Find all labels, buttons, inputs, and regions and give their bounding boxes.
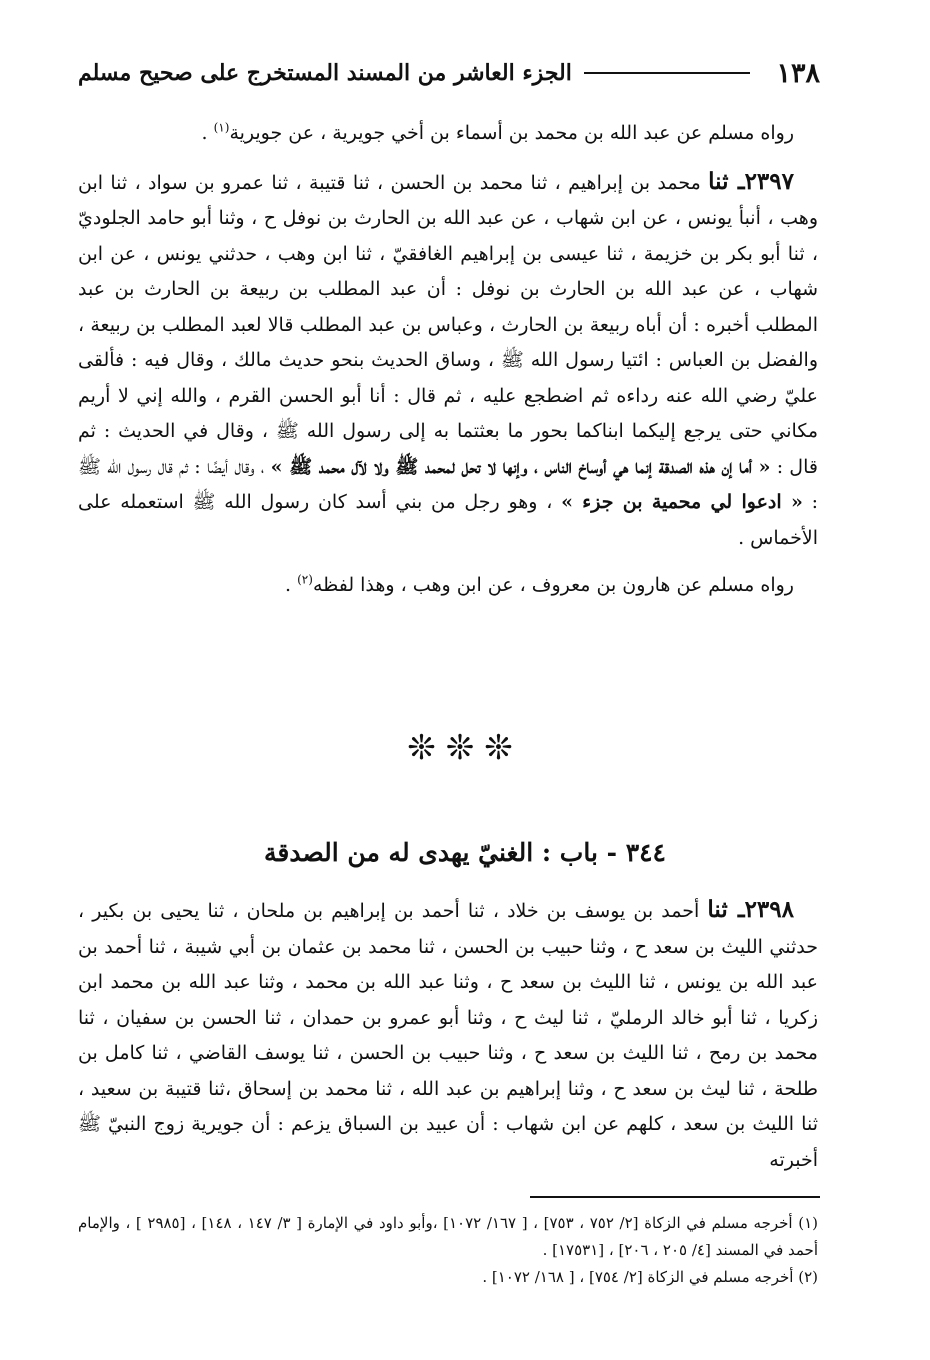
footnote-ref-2: (٢) [297,572,313,587]
outro-end: . [285,574,298,596]
hadith-text: أحمد بن يوسف بن خلاد ، ثنا أحمد بن إبراهيم بن ملحان ، ثنا يحيى بن بكير ، حدثني الليث بن سعد ح ، وثنا حبيب بن الحسن ، ثنا محمد بن عثمان بن أبي شيبة ، ثنا أحمد بن عبد الله بن يونس ، ثنا الليث بن سعد ح ، وثنا عبد الله بن محمد ، وثنا عبد الله بن محمد ابن زكريا ، ثنا أبو خالد الرمليّ ، ثنا ليث ح ، وثنا أبو عمرو بن حمدان ، ثنا الحسن بن سفيان ، ثنا محمد بن رمح ، ثنا الليث بن سعد ح ، وثنا حبيب بن الحسن ، ثنا يوسف القاضي ، ثنا كامل بن طلحة ، ثنا ليث بن سعد ح ، وثنا إبراهيم بن عبد الله ، ثنا محمد بن إسحاق ،ثنا قتيبة بن سعيد ، ثنا الليث بن سعد ، كلهم عن ابن شهاب : أن عبيد بن السباق يزعم : أن جويرية زوج النبيّ ﷺ أخبرته [78,900,818,1171]
running-title: الجزء العاشر من المسند المستخرج على صحيح مسلم [78,60,572,86]
footnote-ref-1: (١) [213,120,230,135]
chapter-title: ٣٤٤ - باب : الغنيّ يهدى له من الصدقة [264,838,666,867]
outro-text: رواه مسلم عن هارون بن معروف ، عن ابن وهب ، وهذا لفظه [312,574,794,596]
outro-line [78,568,818,604]
footnote-2: (٢) أخرجه مسلم في الزكاة [٢/ ٧٥٤] ، [ ١٦٨/ ١٠٧٢] . [482,1268,818,1286]
intro-end: . [201,122,214,144]
hadith-number: ٢٣٩٨ـ ثنا [707,896,794,923]
hadith-text-c: ، وهو رجل من بني أسد كان رسول الله ﷺ استعمله على الأخماس . [78,491,818,549]
page-header [78,50,820,96]
hadith-text-b: ، وقال أيضًا : ثم قال رسول الله ﷺ : [78,455,818,513]
prophetic-quote-1: « أما إن هذه الصدقة إنما هي أوساخ الناس ، وإنها لا تحل لمحمد ﷺ ولا لآل محمد ﷺ » [270,455,771,478]
hadith-2398 [78,892,818,1178]
section-ornament: ❊❊❊ [407,728,523,768]
section-1 [78,116,818,604]
hadith-text-a: محمد بن إبراهيم ، ثنا محمد بن الحسن ، ثنا قتيبة ، ثنا عمرو بن سواد ، ثنا ابن وهب ، أنبأ يونس ، عن ابن شهاب ، عن عبد الله بن الحارث بن نوفل ح ، وثنا أبو حامد الجلوديّ ، ثنا أبو بكر بن خزيمة ، ثنا عيسى بن إبراهيم الغافقيّ ، ثنا ابن وهب ، حدثني يونس ، عن ابن شهاب ، عن عبد الله بن الحارث بن نوفل : أن عبد المطلب بن ربيعة بن الحارث بن عبد المطلب أخبره : أن أباه ربيعة بن الحارث ، وعباس بن عبد المطلب قالا لعبد المطلب بن ربيعة ، والفضل بن العباس : ائتيا رسول الله ﷺ ، وساق الحديث بنحو حديث مالك ، وقال فيه : فألقى عليّ رضي الله عنه رداءه ثم اضطجع عليه ، ثم قال : أنا أبو الحسن القرم ، والله إني لا أريم مكاني حتى يرجع إليكما ابناكما بحور ما بعثتما به إلى رسول الله ﷺ ، وقال في الحديث : ثم قال : [78,171,818,478]
hadith-number: ٢٣٩٧ـ ثنا [708,167,794,195]
intro-text: رواه مسلم عن عبد الله بن محمد بن أسماء بن أخي جويرية ، عن جويرية [229,122,794,144]
intro-line [78,116,818,152]
footnote-1: (١) أخرجه مسلم في الزكاة [٢/ ٧٥٢ ، ٧٥٣] ، [ ١٦٧/ ١٠٧٢] ،وأبو داود في الإمارة [ ٣/ ١٤٧ ، ١٤٨] ، [٢٩٨٥ ] ، والإمام أحمد في المسند [٤/ ٢٠٥ ، ٢٠٦] ، [١٧٥٣١] . [78,1214,818,1259]
footnotes [78,1210,818,1291]
hadith-2397 [78,164,818,557]
prophetic-quote-2: « ادعوا لي محمية بن جزء » [561,491,803,513]
section-2 [78,892,818,1178]
page-number: ١٣٨ [776,57,820,89]
footnote-rule [530,1196,820,1198]
header-rule [584,72,751,74]
